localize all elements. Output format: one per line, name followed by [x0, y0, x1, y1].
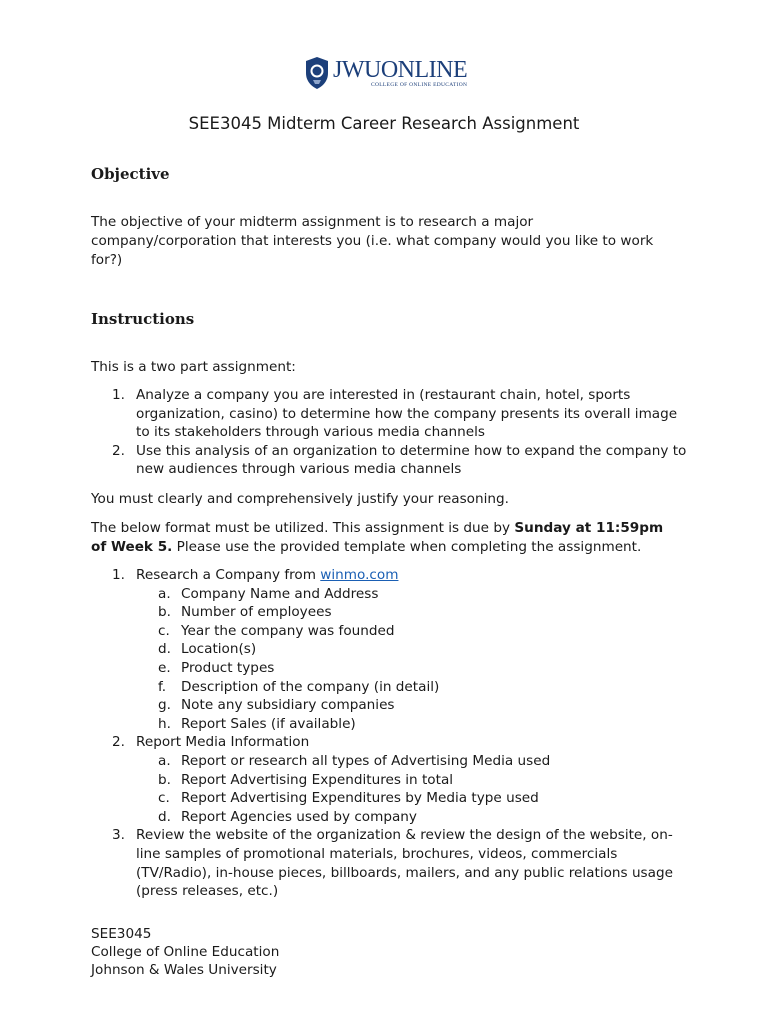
- list-item: d. Report Agencies used by company: [158, 808, 417, 825]
- document-title: SEE3045 Midterm Career Research Assignment: [188, 114, 580, 133]
- university-seal-icon: [304, 56, 330, 90]
- list-item: c. Report Advertising Expenditures by Media type used: [158, 790, 539, 807]
- objective-heading: Objective: [91, 165, 170, 183]
- footer-college: College of Online Education: [91, 944, 280, 960]
- list-item: g. Note any subsidiary companies: [158, 697, 395, 714]
- list-item: 3. Review the website of the organization & review the design of the website, on-line samples of promotional materials, brochures, videos, commercials (TV/Radio), in-house pieces, billboards, mailers, and any public relations usage (press releases, etc.): [112, 827, 673, 900]
- due-date: Sunday at 11:59pm of Week 5.: [91, 520, 664, 555]
- list-item: a. Report or research all types of Advertising Media used: [158, 752, 551, 769]
- list-item: 1. Analyze a company you are interested in (restaurant chain, hotel, sports organization, casino) to determine how the company presents its overall image to its stakeholders through various media channels: [112, 387, 678, 441]
- list-item: f. Description of the company (in detail): [158, 678, 440, 695]
- objective-text: The objective of your midterm assignment is to research a major company/corporation that interests you (i.e. what company would you like to work for?): [91, 214, 654, 268]
- instructions-heading: Instructions: [91, 310, 195, 328]
- jwu-online-logo: [304, 55, 467, 91]
- page-footer: [91, 925, 279, 979]
- logo-online-text: ONLINE: [380, 56, 468, 83]
- footer-course: SEE3045: [91, 926, 152, 942]
- list-item: e. Product types: [158, 659, 275, 676]
- list-item: c. Year the company was founded: [158, 622, 395, 639]
- format-text: The below format must be utilized. This assignment is due by Sunday at 11:59pm of Week 5. Please use the provided template when completing the assignment.: [91, 520, 664, 555]
- logo-jwu-text: JWU: [333, 56, 381, 83]
- winmo-link[interactable]: winmo.com: [320, 567, 399, 583]
- logo-subtitle: COLLEGE OF ONLINE EDUCATION: [371, 81, 468, 88]
- list-item: b. Number of employees: [158, 604, 332, 621]
- footer-university: Johnson & Wales University: [91, 962, 277, 978]
- list-item: d. Location(s): [158, 641, 257, 658]
- assignment-parts-list: [91, 386, 691, 479]
- list-item: a. Company Name and Address: [158, 585, 379, 602]
- instructions-intro: This is a two part assignment:: [91, 359, 296, 375]
- research-steps-list: [91, 566, 691, 901]
- list-item: 1. Research a Company from winmo.com a. Company Name and Address b. Number of employees c. Year the company was founded d. Location(s) e. Product types f. Description of the company (in detail) g. Note any subsidiary companies h. Report Sales (if available): [91, 566, 691, 733]
- list-item: 2. Use this analysis of an organization to determine how to expand the company to new audiences through various media channels: [112, 442, 687, 478]
- list-item: h. Report Sales (if available): [158, 715, 356, 732]
- list-item: 2. Report Media Information a. Report or research all types of Advertising Media used b. Report Advertising Expenditures in total c. Report Advertising Expenditures by Media type used d. Report Agencies used by company: [91, 733, 691, 826]
- justify-text: You must clearly and comprehensively justify your reasoning.: [91, 491, 509, 507]
- list-item: b. Report Advertising Expenditures in total: [158, 771, 454, 788]
